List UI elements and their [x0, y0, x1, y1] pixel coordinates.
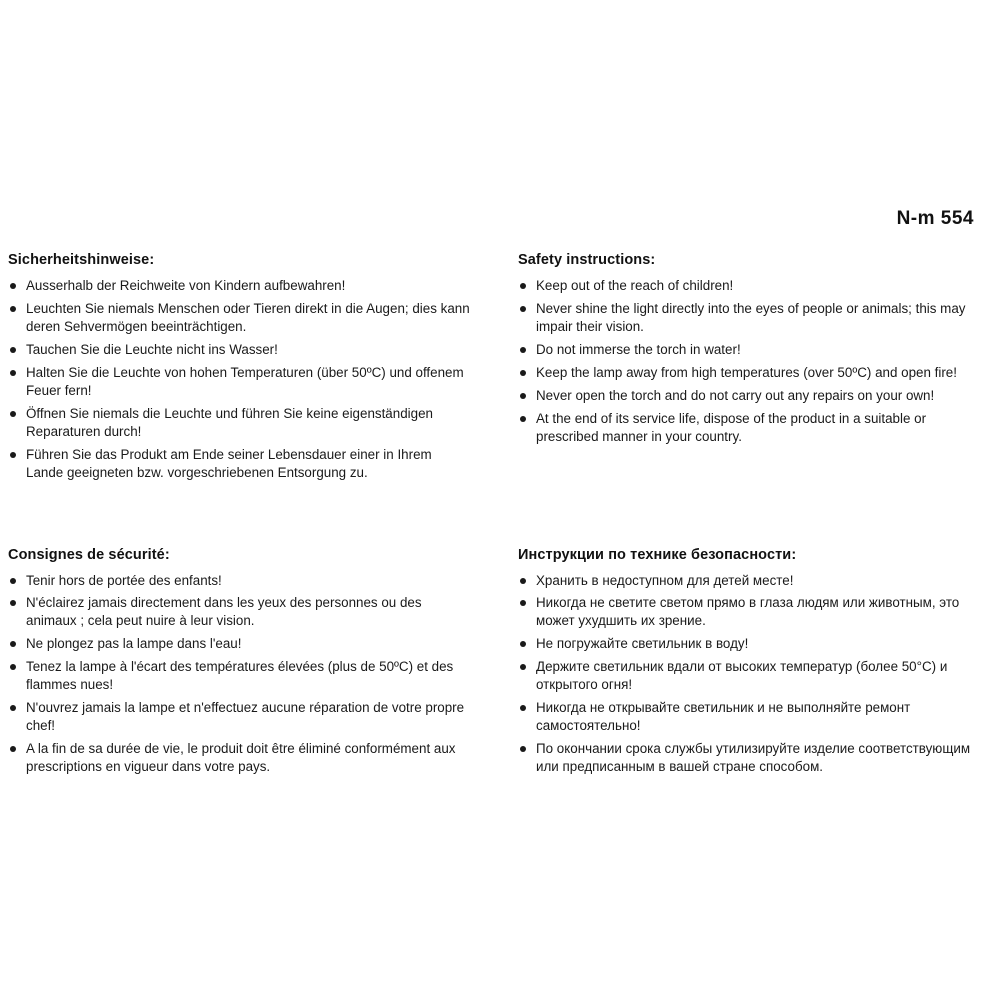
list-item	[8, 341, 470, 359]
section-german	[0, 252, 500, 487]
bullet-icon	[10, 641, 16, 647]
bullet-icon	[520, 705, 526, 711]
list-item	[518, 410, 978, 446]
bullet-icon	[10, 411, 16, 417]
list-item	[518, 277, 978, 295]
list-german	[8, 277, 470, 482]
bullet-icon	[10, 283, 16, 289]
bullet-icon	[520, 347, 526, 353]
list-item	[518, 341, 978, 359]
section-title-english: Safety instructions:	[518, 252, 656, 268]
list-item	[8, 740, 470, 776]
list-item-text: Ausserhalb der Reichweite von Kindern aufbewahren!	[26, 278, 346, 293]
list-russian	[518, 572, 978, 777]
list-item-text: Keep out of the reach of children!	[536, 278, 734, 293]
section-title-russian: Инструкции по технике безопасности:	[518, 546, 797, 563]
list-item-text: N'ouvrez jamais la lampe et n'effectuez aucune réparation de votre propre chef!	[26, 700, 465, 734]
list-item-text: Never shine the light directly into the eyes of people or animals; this may impair their vision.	[536, 300, 966, 334]
list-item-text: Никогда не открывайте светильник и не выполняйте ремонт самостоятельно!	[536, 700, 911, 734]
section-title-french: Consignes de sécurité:	[8, 546, 170, 563]
list-item	[518, 740, 978, 776]
list-item-text: A la fin de sa durée de vie, le produit doit être éliminé conformément aux prescriptions en vigueur dans votre pays.	[26, 741, 456, 775]
section-title-german: Sicherheitshinweise:	[8, 252, 155, 268]
bullet-icon	[10, 452, 16, 458]
list-item-text: Never open the torch and do not carry out any repairs on your own!	[536, 387, 935, 403]
list-item-text: Не погружайте светильник в воду!	[536, 636, 749, 652]
bullet-icon	[520, 578, 526, 584]
list-item	[8, 635, 470, 653]
list-item-text: Do not immerse the torch in water!	[536, 341, 741, 357]
list-item	[8, 658, 470, 694]
list-item	[8, 446, 470, 482]
section-divider-space	[0, 487, 1000, 547]
section-english	[500, 252, 1000, 487]
bullet-icon	[10, 347, 16, 353]
list-item	[518, 300, 978, 336]
bullet-icon	[10, 370, 16, 376]
model-code: N-m 554	[896, 208, 974, 229]
bullet-icon	[10, 705, 16, 711]
section-french	[0, 547, 500, 782]
bullet-icon	[520, 393, 526, 399]
list-item-text: N'éclairez jamais directement dans les yeux des personnes ou des animaux ; cela peut nuire à leur vision.	[26, 595, 422, 629]
list-item-text: Хранить в недоступном для детей месте!	[536, 572, 794, 588]
list-item	[8, 277, 470, 295]
list-item	[8, 572, 470, 590]
list-item	[518, 387, 978, 405]
bullet-icon	[520, 746, 526, 752]
list-item-text: At the end of its service life, dispose of the product in a suitable or prescribed manner in your country.	[536, 410, 927, 444]
list-item-text: Держите светильник вдали от высоких температур (более 50°С) и открытого огня!	[536, 659, 948, 693]
instructions-grid	[0, 252, 1000, 781]
list-item-text: Führen Sie das Produkt am Ende seiner Lebensdauer einer in Ihrem Lande geeigneten bzw. vorgeschriebenen Entsorgung zu.	[26, 446, 432, 480]
bullet-icon	[520, 664, 526, 670]
bullet-icon	[520, 370, 526, 376]
list-item-text: Никогда не светите светом прямо в глаза людям или животным, это может ухудшить их зрение.	[536, 595, 960, 629]
list-item	[8, 300, 470, 336]
bullet-icon	[10, 578, 16, 584]
list-item	[518, 364, 978, 382]
list-item	[8, 364, 470, 400]
bullet-icon	[520, 641, 526, 647]
list-item-text: По окончании срока службы утилизируйте изделие соответствующим или предписанным в вашей стране способом.	[536, 741, 971, 775]
list-item	[8, 405, 470, 441]
bullet-icon	[520, 306, 526, 312]
list-french	[8, 572, 470, 777]
list-item-text: Tauchen Sie die Leuchte nicht ins Wasser!	[26, 341, 278, 357]
list-item	[518, 572, 978, 590]
section-russian	[500, 547, 1000, 782]
list-item-text: Tenir hors de portée des enfants!	[26, 572, 222, 588]
list-item	[518, 699, 978, 735]
bullet-icon	[520, 600, 526, 606]
list-item	[518, 635, 978, 653]
list-item-text: Halten Sie die Leuchte von hohen Temperaturen (über 50ºC) und offenem Feuer fern!	[26, 364, 464, 398]
list-item	[8, 594, 470, 630]
list-item	[518, 594, 978, 630]
bullet-icon	[520, 283, 526, 289]
list-item	[8, 699, 470, 735]
list-english	[518, 277, 978, 446]
list-item-text: Öffnen Sie niemals die Leuchte und führen Sie keine eigenständigen Reparaturen durch!	[26, 405, 433, 439]
list-item	[518, 658, 978, 694]
bullet-icon	[10, 600, 16, 606]
list-item-text: Leuchten Sie niemals Menschen oder Tieren direkt in die Augen; dies kann deren Sehvermögen beeinträchtigen.	[26, 300, 470, 334]
list-item-text: Tenez la lampe à l'écart des températures élevées (plus de 50ºC) et des flammes nues!	[26, 659, 454, 693]
bullet-icon	[520, 416, 526, 422]
bullet-icon	[10, 306, 16, 312]
bullet-icon	[10, 664, 16, 670]
bullet-icon	[10, 746, 16, 752]
list-item-text: Keep the lamp away from high temperatures (over 50ºC) and open fire!	[536, 364, 957, 380]
list-item-text: Ne plongez pas la lampe dans l'eau!	[26, 636, 242, 652]
